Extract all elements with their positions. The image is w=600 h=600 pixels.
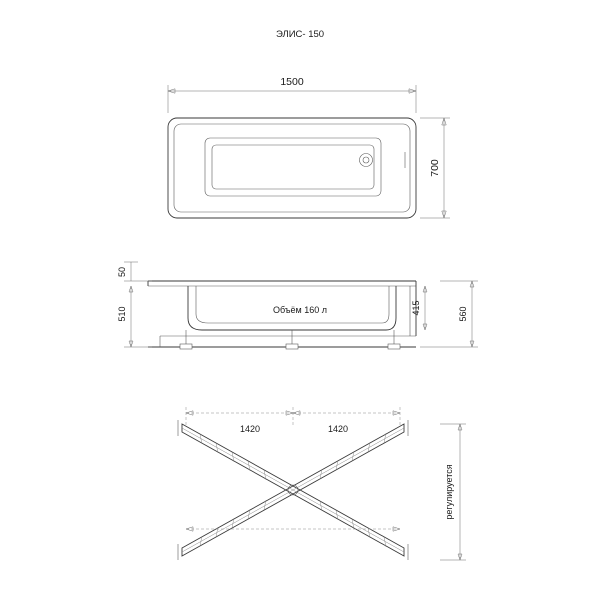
volume-label: Объём 160 л: [273, 305, 327, 315]
leg-3-foot: [388, 344, 400, 349]
page-title: ЭЛИС- 150: [275, 29, 325, 40]
leg-2-foot: [286, 344, 298, 349]
bath-bowl-bottom: [212, 145, 374, 189]
left-height-label: 510: [117, 306, 127, 322]
adjustable-label: регулируется: [444, 464, 454, 520]
inner-height-label: 415: [411, 300, 421, 316]
frame-view-group: [178, 407, 466, 560]
top-width-label: 1500: [280, 76, 304, 88]
leg-1-foot: [180, 344, 192, 349]
front-view-group: [117, 262, 478, 349]
front-legs: [180, 330, 400, 349]
total-height-label: 560: [458, 306, 468, 322]
apron-label: 50: [117, 266, 127, 278]
frame-diagonal-left-label: 1420: [239, 424, 261, 434]
frame-diagonal-right-label: 1420: [327, 424, 349, 434]
top-view-group: [168, 76, 450, 218]
top-height-label: 700: [429, 159, 441, 177]
